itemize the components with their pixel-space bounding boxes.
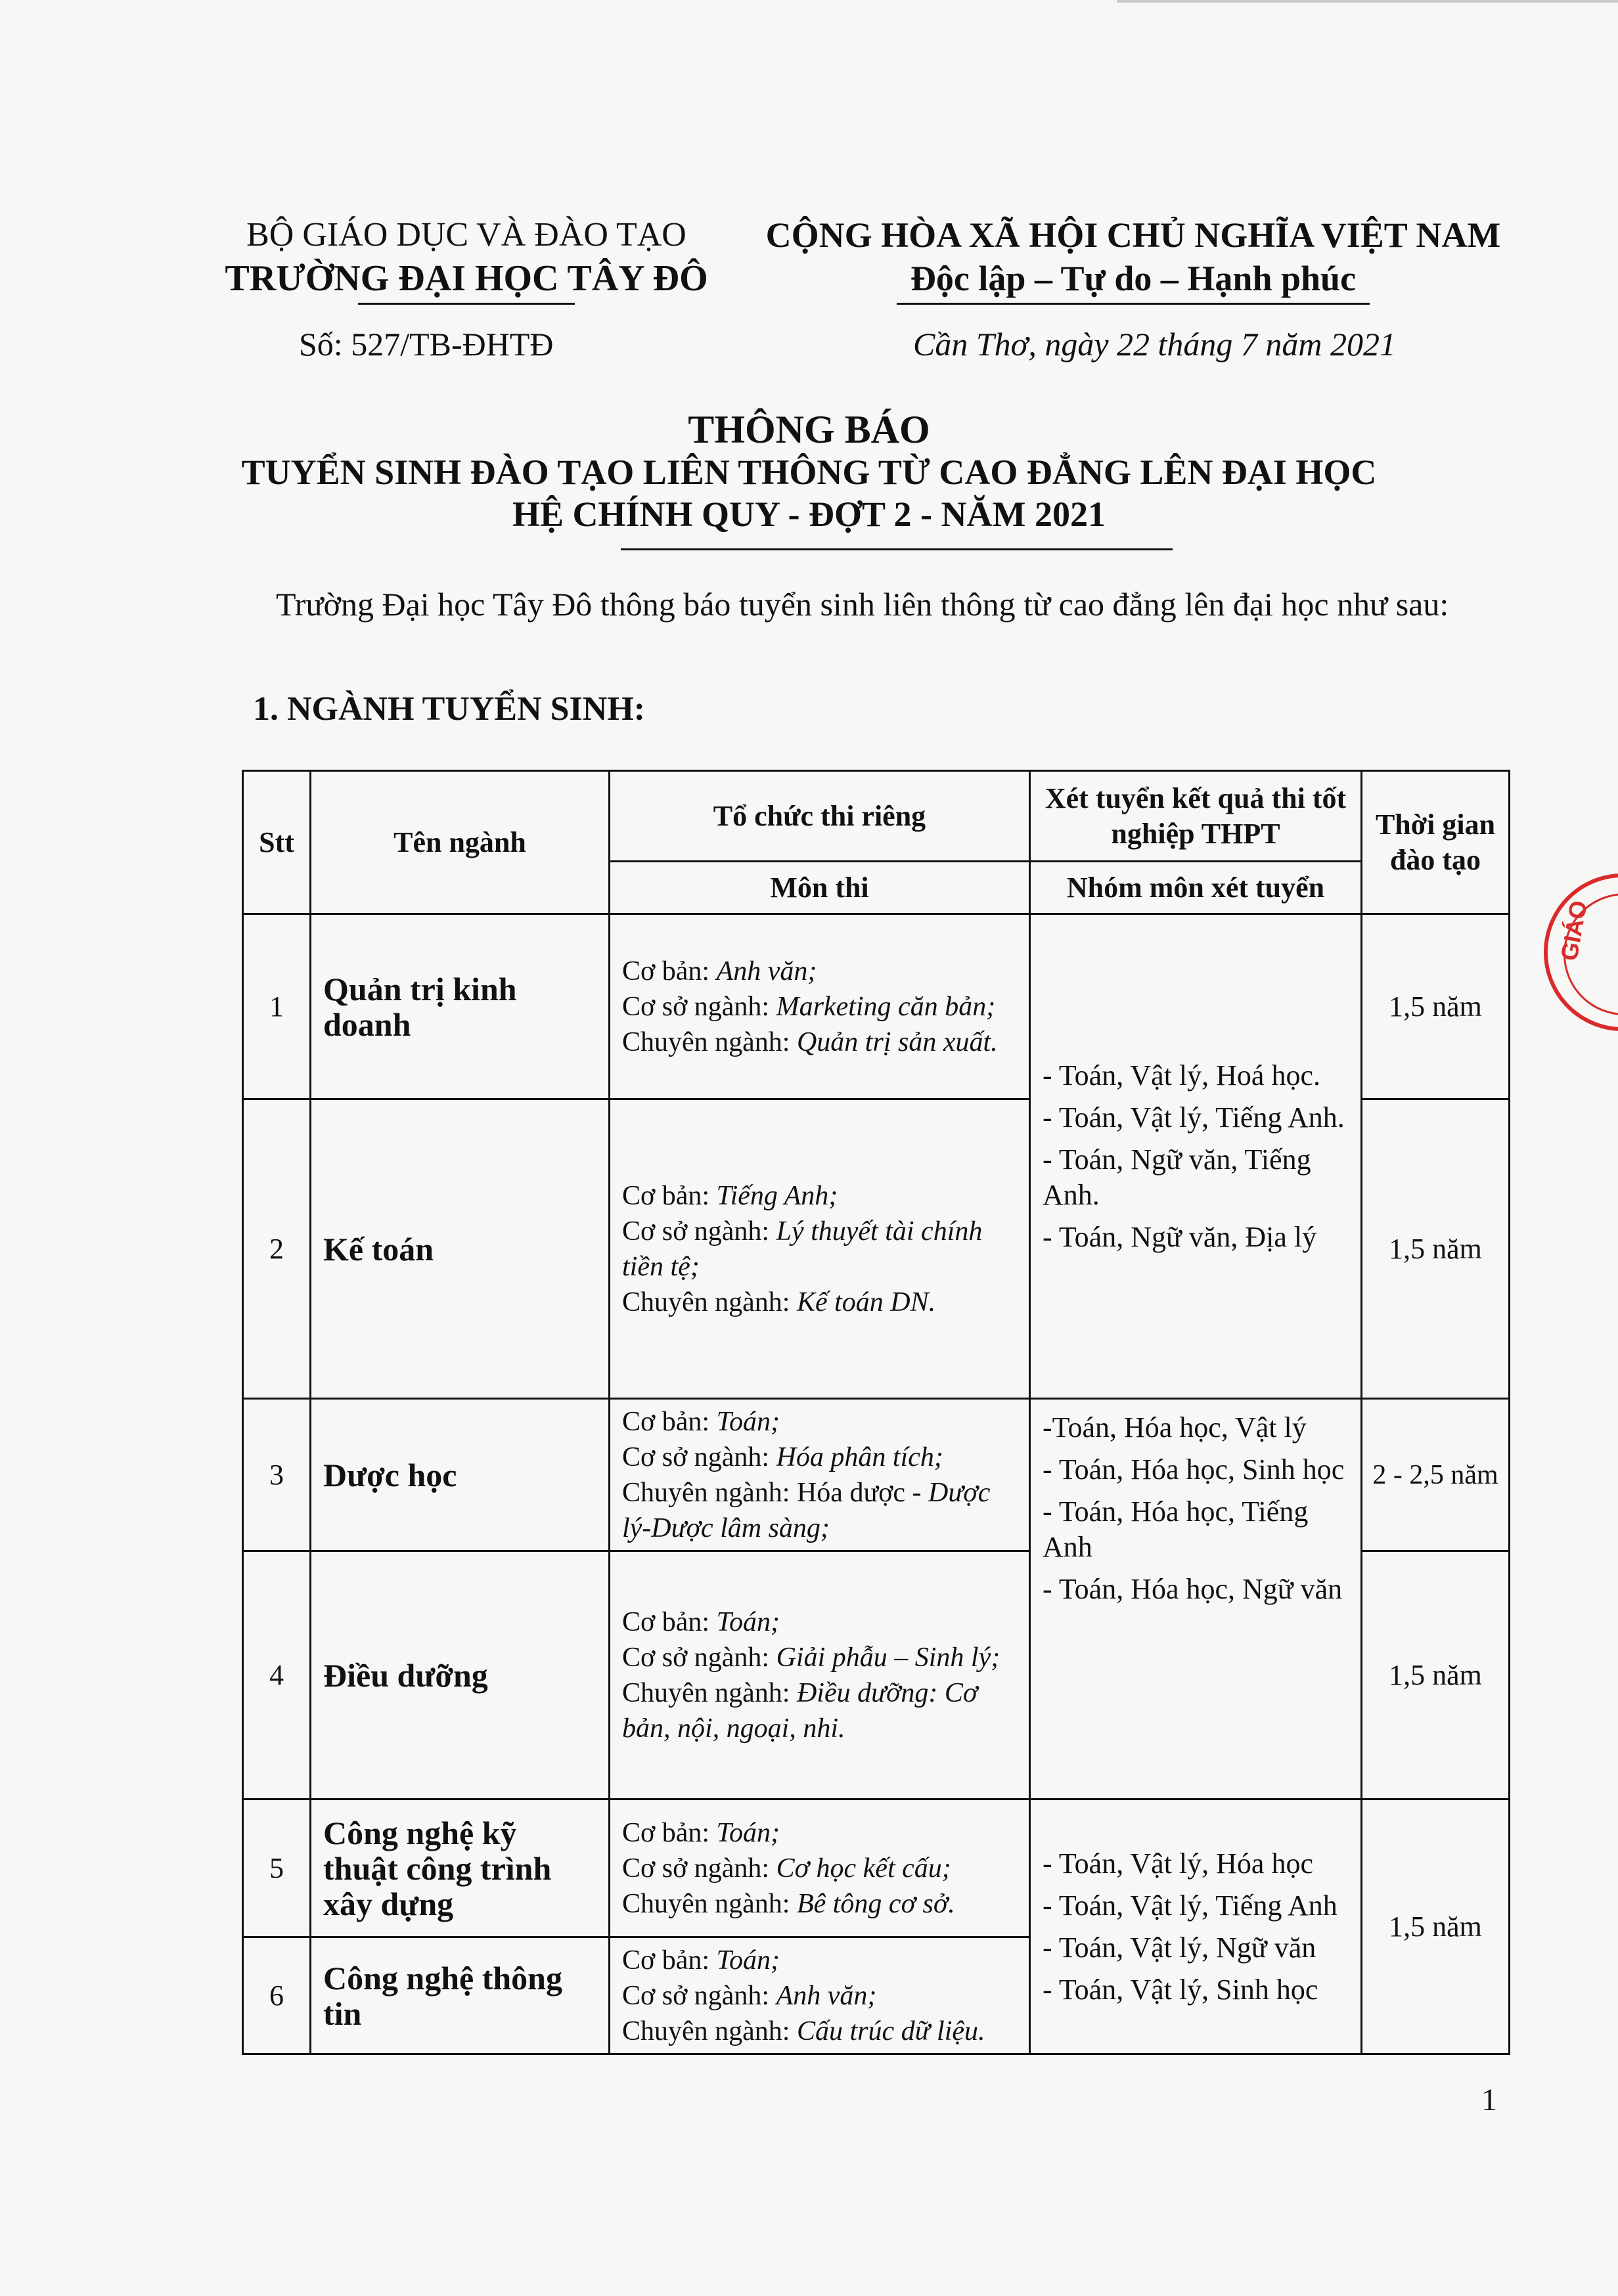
row-major: Dược học: [311, 1399, 610, 1551]
subject-spec: Cấu trúc dữ liệu.: [796, 2016, 985, 2046]
row-subjects: [610, 1099, 1030, 1399]
label-base: Cơ sở ngành:: [622, 1853, 776, 1884]
document-number: Số: 527/TB-ĐHTĐ: [299, 326, 554, 363]
header-thpt: Xét tuyển kết quả thi tốt nghiệp THPT: [1030, 771, 1362, 862]
majors-table: [242, 770, 1510, 2055]
header-stt: Stt: [243, 771, 311, 914]
label-spec: Chuyên ngành:: [622, 1027, 797, 1057]
label-base: Cơ sở ngành:: [622, 1980, 776, 2011]
republic-name: CỘNG HÒA XÃ HỘI CHỦ NGHĨA VIỆT NAM: [765, 215, 1501, 255]
label-base: Cơ sở ngành:: [622, 1442, 776, 1472]
row-stt: 5: [243, 1799, 311, 1937]
group-item: - Toán, Hóa học, Tiếng Anh: [1043, 1495, 1309, 1563]
ministry-name: BỘ GIÁO DỤC VÀ ĐÀO TẠO: [246, 216, 686, 254]
label-basic: Cơ bản:: [622, 1406, 717, 1437]
header-left: [197, 213, 736, 305]
header-time: Thời gian đào tạo: [1362, 771, 1510, 914]
header-major: Tên ngành: [311, 771, 610, 914]
subject-spec: Bê tông cơ sở.: [796, 1888, 955, 1919]
row-time: 1,5 năm: [1362, 1799, 1510, 2054]
label-base: Cơ sở ngành:: [622, 1216, 776, 1247]
section-heading: 1. NGÀNH TUYỂN SINH:: [253, 690, 646, 728]
page-number: 1: [1481, 2083, 1497, 2117]
group-item: - Toán, Vật lý, Tiếng Anh.: [1043, 1101, 1345, 1134]
header-exam-sub: Môn thi: [610, 862, 1030, 914]
group-item: - Toán, Vật lý, Ngữ văn: [1043, 1931, 1316, 1964]
subject-basic: Toán;: [716, 1945, 780, 1976]
header-right: [755, 213, 1511, 305]
subject-base: Lý thuyết tài chính tiền tệ;: [622, 1216, 983, 1282]
subject-basic: Anh văn;: [716, 956, 817, 986]
school-underline: [358, 303, 575, 305]
group-cell-3: [1030, 1799, 1362, 2054]
row-major: Quản trị kinh doanh: [311, 914, 610, 1099]
label-basic: Cơ bản:: [622, 956, 717, 986]
row-subjects: [610, 1399, 1030, 1551]
subject-basic: Toán;: [716, 1606, 780, 1637]
subject-base: Marketing căn bản;: [776, 991, 996, 1022]
subject-base: Anh văn;: [776, 1980, 877, 2011]
intro-paragraph: Trường Đại học Tây Đô thông báo tuyển sinh liên thông từ cao đẳng lên đại học như sau:: [276, 586, 1449, 623]
title-underline: [621, 548, 1173, 550]
subject-spec: Quản trị sản xuất.: [796, 1027, 998, 1057]
subject-spec: Dược lý-Dược lâm sàng;: [622, 1477, 991, 1543]
subject-spec-plain: Hóa dược -: [796, 1477, 929, 1508]
notice-subtitle: TUYỂN SINH ĐÀO TẠO LIÊN THÔNG TỪ CAO ĐẲNG LÊN ĐẠI HỌC: [241, 453, 1377, 492]
row-stt: 4: [243, 1551, 311, 1799]
school-name: TRƯỜNG ĐẠI HỌC TÂY ĐÔ: [225, 258, 708, 299]
row-major: Điều dưỡng: [311, 1551, 610, 1799]
row-time: 1,5 năm: [1362, 1551, 1510, 1799]
group-cell-2: [1030, 1399, 1362, 1799]
row-stt: 6: [243, 1937, 311, 2054]
subject-basic: Toán;: [716, 1406, 780, 1437]
group-item: - Toán, Vật lý, Sinh học: [1043, 1973, 1318, 2006]
seal-text: GIÁO: [1555, 898, 1592, 963]
group-item: - Toán, Vật lý, Hóa học: [1043, 1847, 1313, 1880]
row-subjects: [610, 914, 1030, 1099]
row-time: 2 - 2,5 năm: [1362, 1399, 1510, 1551]
place-date: Cần Thơ, ngày 22 tháng 7 năm 2021: [913, 326, 1397, 363]
label-spec: Chuyên ngành:: [622, 1477, 797, 1508]
group-item: - Toán, Ngữ văn, Địa lý: [1043, 1220, 1317, 1253]
row-subjects: [610, 1799, 1030, 1937]
group-cell-1: [1030, 914, 1362, 1399]
row-stt: 2: [243, 1099, 311, 1399]
label-basic: Cơ bản:: [622, 1606, 717, 1637]
notice-subtitle-2: HỆ CHÍNH QUY - ĐỢT 2 - NĂM 2021: [512, 495, 1106, 534]
row-major: Công nghệ kỹ thuật công trình xây dựng: [311, 1799, 610, 1937]
subject-base: Giải phẫu – Sinh lý;: [776, 1642, 1000, 1673]
label-base: Cơ sở ngành:: [622, 1642, 776, 1673]
label-basic: Cơ bản:: [622, 1180, 717, 1211]
subject-spec: Kế toán DN.: [796, 1287, 936, 1317]
subject-basic: Tiếng Anh;: [716, 1180, 838, 1211]
row-subjects: [610, 1551, 1030, 1799]
header-exam: Tổ chức thi riêng: [610, 771, 1030, 862]
label-basic: Cơ bản:: [622, 1817, 717, 1848]
notice-title: THÔNG BÁO: [688, 408, 930, 451]
motto-underline: [897, 303, 1370, 305]
group-item: - Toán, Ngữ văn, Tiếng Anh.: [1043, 1143, 1311, 1211]
subject-spec: Điều dưỡng: Cơ bản, nội, ngoại, nhi.: [622, 1677, 978, 1744]
group-item: - Toán, Vật lý, Tiếng Anh: [1043, 1889, 1337, 1922]
row-time: 1,5 năm: [1362, 914, 1510, 1099]
row-stt: 3: [243, 1399, 311, 1551]
group-item: - Toán, Hóa học, Ngữ văn: [1043, 1573, 1343, 1605]
label-spec: Chuyên ngành:: [622, 1287, 797, 1317]
subject-base: Cơ học kết cấu;: [776, 1853, 951, 1884]
label-base: Cơ sở ngành:: [622, 991, 776, 1022]
label-spec: Chuyên ngành:: [622, 1888, 797, 1919]
table-row: [243, 1799, 1510, 1937]
row-stt: 1: [243, 914, 311, 1099]
row-major: Kế toán: [311, 1099, 610, 1399]
subject-basic: Toán;: [716, 1817, 780, 1848]
subject-base: Hóa phân tích;: [776, 1442, 943, 1472]
row-major: Công nghệ thông tin: [311, 1937, 610, 2054]
table-row: [243, 914, 1510, 1099]
group-item: - Toán, Hóa học, Sinh học: [1043, 1453, 1345, 1486]
row-time: 1,5 năm: [1362, 1099, 1510, 1399]
table-row: [243, 1399, 1510, 1551]
scan-edge-line: [1117, 0, 1618, 3]
group-item: -Toán, Hóa học, Vật lý: [1043, 1411, 1307, 1444]
group-item: - Toán, Vật lý, Hoá học.: [1043, 1059, 1320, 1092]
label-spec: Chuyên ngành:: [622, 1677, 797, 1708]
label-spec: Chuyên ngành:: [622, 2016, 797, 2046]
national-motto: Độc lập – Tự do – Hạnh phúc: [910, 259, 1357, 298]
header-thpt-sub: Nhóm môn xét tuyển: [1030, 862, 1362, 914]
row-subjects: [610, 1937, 1030, 2054]
red-seal: [1544, 873, 1618, 1031]
label-basic: Cơ bản:: [622, 1945, 717, 1976]
